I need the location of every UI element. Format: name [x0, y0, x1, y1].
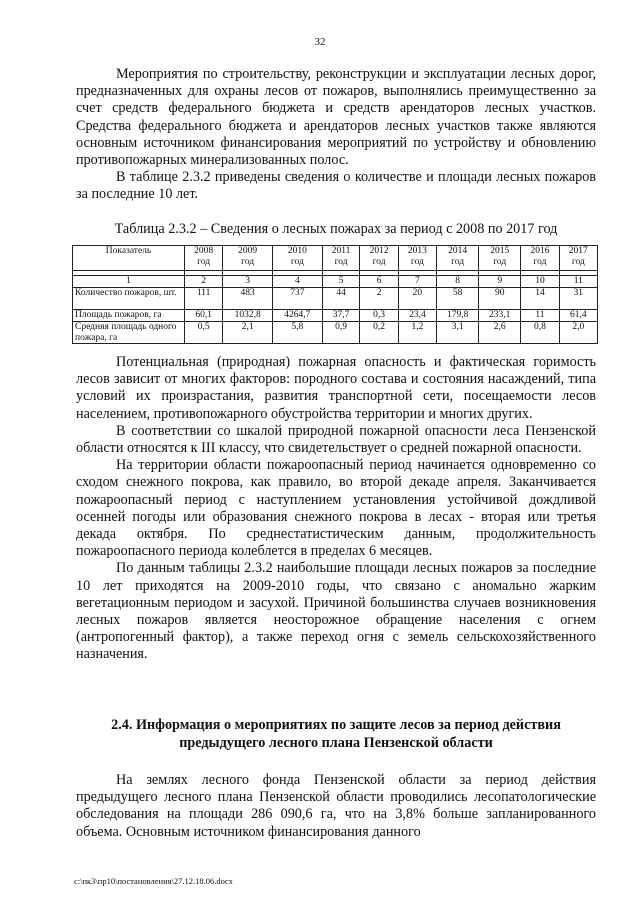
paragraph: Потенциальная (природная) пожарная опасность и фактическая горимость лесов зависит от многих факторов: породного состава и состояния насаждений, типа условий их произрастания, развития транспортной сети, посещаемости лесов населением, противопожарного обустройства территории и многих других. — [76, 354, 596, 422]
header-year: 2015 год — [479, 246, 521, 271]
table-cell: 5 — [322, 276, 360, 288]
table-cell: 233,1 — [479, 310, 521, 322]
table-cell: 4 — [273, 276, 323, 288]
table-cell: 3 — [223, 276, 273, 288]
header-year: 2014 год — [437, 246, 479, 271]
paragraph: Мероприятия по строительству, реконструкции и эксплуатации лесных дорог, предназначенных для охраны лесов от пожаров, выполнялись преимущественно за счет средств федерального бюджета и средств арендаторов лесных участков. Средства федерального бюджета и арендаторов лесных участков также являются основным источником финансирования мероприятий по устройству и обновлению противопожарных минерализованных полос. — [76, 66, 596, 169]
header-year: 2011 год — [322, 246, 360, 271]
table-cell: 10 — [521, 276, 559, 288]
row-label: Средняя площадь одного пожара, га — [73, 322, 185, 344]
table-cell: 11 — [521, 310, 559, 322]
text-block-top — [76, 66, 596, 204]
table-cell: 60,1 — [185, 310, 223, 322]
row-label: Площадь пожаров, га — [73, 310, 185, 322]
table-index-row — [73, 276, 598, 288]
table-cell: 5,8 — [273, 322, 323, 344]
table-cell: 7 — [398, 276, 436, 288]
header-year: 2017 год — [559, 246, 597, 271]
header-year: 2016 год — [521, 246, 559, 271]
header-year: 2012 год — [360, 246, 398, 271]
table-header-row — [73, 246, 598, 271]
table-cell: 31 — [559, 288, 597, 310]
table-cell: 58 — [437, 288, 479, 310]
table-cell: 2,1 — [223, 322, 273, 344]
table-cell: 2 — [185, 276, 223, 288]
table-cell: 9 — [479, 276, 521, 288]
table-cell: 1,2 — [398, 322, 436, 344]
table-cell: 61,4 — [559, 310, 597, 322]
table-cell: 0,9 — [322, 322, 360, 344]
table-cell: 20 — [398, 288, 436, 310]
paragraph: В таблице 2.3.2 приведены сведения о количестве и площади лесных пожаров за последние 10 лет. — [76, 169, 596, 203]
table-cell: 1 — [73, 276, 185, 288]
paragraph: На землях лесного фонда Пензенской области за период действия предыдущего лесного плана Пензенской области проводились лесопатологические обследования на площади 286 090,6 га, что на 3,8% больше запланированного объема. Основным источником финансирования данного — [76, 772, 596, 840]
header-year: 2008 год — [185, 246, 223, 271]
page-number: 32 — [314, 36, 326, 48]
header-label: Показатель — [73, 246, 185, 271]
table-cell: 44 — [322, 288, 360, 310]
paragraph: В соответствии со шкалой природной пожарной опасности леса Пензенской области относятся к III классу, что свидетельствует о средней пожарной опасности. — [76, 422, 596, 457]
header-year: 2010 год — [273, 246, 323, 271]
file-path-footer: c:\пк3\пр10\постановления\27.12.18.06.docx — [74, 876, 233, 886]
section-heading: 2.4. Информация о мероприятиях по защите лесов за период действия предыдущего лесного плана Пензенской области — [111, 717, 561, 751]
table-cell: 483 — [223, 288, 273, 310]
table-cell: 3,1 — [437, 322, 479, 344]
fires-table — [72, 245, 598, 344]
table-cell: 90 — [479, 288, 521, 310]
table-cell: 0,5 — [185, 322, 223, 344]
row-label: Количество пожаров, шт. — [73, 288, 185, 310]
table-cell: 0,2 — [360, 322, 398, 344]
table-row — [73, 310, 598, 322]
table-cell: 11 — [559, 276, 597, 288]
table-cell: 37,7 — [322, 310, 360, 322]
text-block-bottom — [76, 772, 596, 841]
text-block-middle — [76, 354, 596, 664]
table-cell: 8 — [437, 276, 479, 288]
table-row — [73, 288, 598, 310]
table-cell: 2 — [360, 288, 398, 310]
table-cell: 179,8 — [437, 310, 479, 322]
table-cell: 2,0 — [559, 322, 597, 344]
table-cell: 737 — [273, 288, 323, 310]
table-cell: 14 — [521, 288, 559, 310]
table-cell: 1032,8 — [223, 310, 273, 322]
table-cell: 4264,7 — [273, 310, 323, 322]
header-year: 2013 год — [398, 246, 436, 271]
table-cell: 0,8 — [521, 322, 559, 344]
paragraph: На территории области пожароопасный период начинается одновременно со сходом снежного покрова, как правило, во второй декаде апреля. Заканчивается пожароопасный период с наступлением установления устойчивой дождливой осенней погоды или образования снежного покрова в лесах - вторая или третья декада октября. По среднестатистическим данным, продолжительность пожароопасного периода колеблется в пределах 6 месяцев. — [76, 457, 596, 560]
table-cell: 111 — [185, 288, 223, 310]
table-row — [73, 322, 598, 344]
table-caption: Таблица 2.3.2 – Сведения о лесных пожарах за период с 2008 по 2017 год — [114, 221, 558, 237]
table-cell: 0,3 — [360, 310, 398, 322]
table-cell: 6 — [360, 276, 398, 288]
table-cell: 23,4 — [398, 310, 436, 322]
table-cell: 2,6 — [479, 322, 521, 344]
header-year: 2009 год — [223, 246, 273, 271]
paragraph: По данным таблицы 2.3.2 наибольшие площади лесных пожаров за последние 10 лет приходятся на 2009-2010 годы, что связано с аномально жарким вегетационным периодом и засухой. Причиной большинства случаев возникновения лесных пожаров является неосторожное обращение населения с огнем (антропогенный фактор), а также переход огня с земель сельскохозяйственного назначения. — [76, 560, 596, 663]
